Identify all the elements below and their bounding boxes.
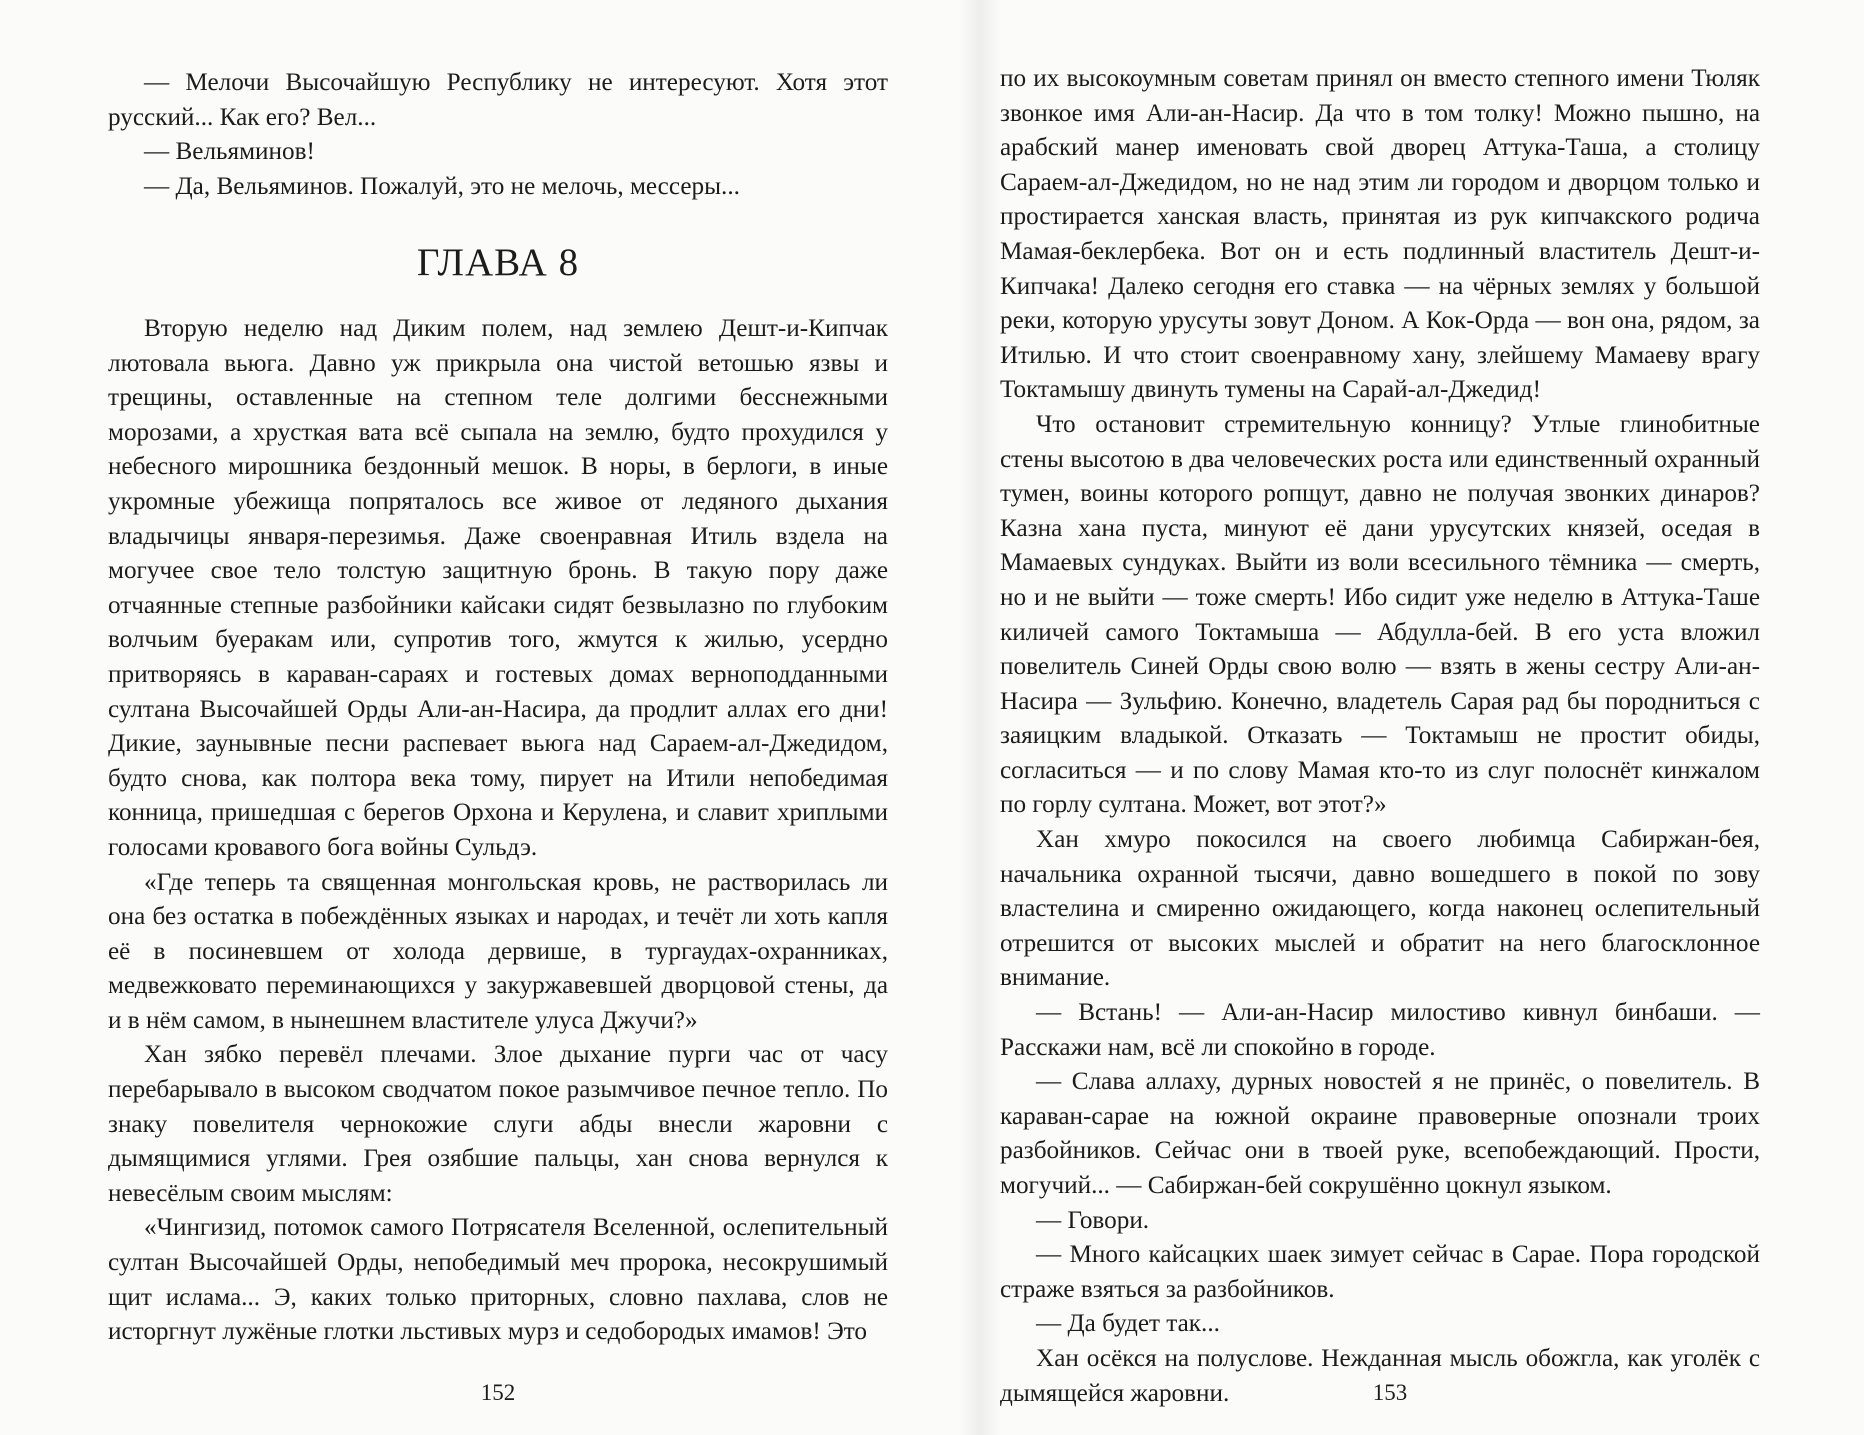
paragraph: Хан хмуро покосился на своего любимца Сабиржан-бея, начальника охранной тысячи, давно вошедшего в покой по зову властелина и смиренно ожидающего, когда наконец ослепительный отрешится от высоких мыслей и обратит на него благосклонное внимание. [1000, 826, 1760, 992]
chapter-body-continued [1000, 62, 1760, 1411]
paragraph: — Да, Вельяминов. Пожалуй, это не мелочь, мессеры... [144, 172, 740, 200]
paragraph: «Где теперь та священная монгольская кровь, не растворилась ли она без остатка в побеждённых языках и народах, и течёт ли хоть капля её в посиневшем от холода дервише, в тургаудах-охранниках, медвежковато переминающихся у закуржавевшей дворцовой стены, да и в нём самом, в нынешнем властителе улуса Джучи?» [108, 868, 888, 1034]
paragraph: — Говори. [1036, 1206, 1150, 1234]
paragraph: «Чингизид, потомок самого Потрясателя Вселенной, ослепительный султан Высочайшей Орды, непобедимый меч пророка, несокрушимый щит ислама... Э, каких только приторных, словно пахлава, слов не исторгнут лужёные глотки льстивых мурз и седобородых имамов! Это [108, 1214, 888, 1346]
paragraph: Что остановит стремительную конницу? Утлые глинобитные стены высотою в два человеческих роста или единственный охранный тумен, воины которого ропщут, давно не получая звонких динаров? Казна хана пуста, минуют её дани урусутских князей, оседая в Мамаевых сундуках. Выйти из воли всесильного тёмника — смерть, но и не выйти — тоже смерть! Ибо сидит уже неделю в Аттука-Таше киличей самого Токтамыша — Абдулла-бей. В его уста вложил повелитель Синей Орды свою волю — взять в жены сестру Али-ан-Насира — Зульфию. Конечно, владетель Сарая рад бы породниться с заяицким владыкой. Отказать — Токтамыш не простит обиды, согласиться — и по слову Мамая кто-то из слуг полоснёт кинжалом по горлу султана. Может, вот этот?» [1000, 410, 1760, 819]
paragraph: — Встань! — Али-ан-Насир милостиво кивнул бинбаши. — Расскажи нам, всё ли спокойно в городе. [1000, 999, 1760, 1061]
paragraph: Вторую неделю над Диким полем, над землею Дешт-и-Кипчак лютовала вьюга. Давно уж прикрыла она чистой ветошью язвы и трещины, оставленные на степном теле долгими бесснежными морозами, а хрусткая вата всё сыпала на землю, будто прохудился у небесного мирошника бездонный мешок. В норы, в берлоги, в иные укромные убежища попряталось все живое от ледяного дыхания владычицы января-перезимья. Даже своенравная Итиль вздела на могучее свое тело толстую защитную бронь. В такую пору даже отчаянные степные разбойники кайсаки сидят безвылазно по глубоким волчьим буеракам или, супротив того, жмутся к жилью, усердно притворяясь в караван-сараях и гостевых домах верноподданными султана Высочайшей Орды Али-ан-Насира, да продлит аллах его дни! Дикие, заунывные песни распевает вьюга над Сараем-ал-Джедидом, будто снова, как полтора века тому, пирует на Итили непобедимая конница, пришедшая с берегов Орхона и Керулена, и славит хриплыми голосами кровавого бога войны Сульдэ. [108, 315, 888, 861]
paragraph: — Да будет так... [1036, 1310, 1220, 1338]
paragraph: — Слава аллаху, дурных новостей я не принёс, о повелитель. В караван-сарае на южной окраине правоверные опознали троих разбойников. Сейчас они в твоей руке, всепобеждающий. Прости, могучий... — Сабиржан-бей сокрушённо цокнул языком. [1000, 1068, 1760, 1199]
paragraph: — Вельяминов! [144, 138, 315, 166]
page-number: 153 [1372, 1380, 1408, 1405]
chapter-title: ГЛАВА 8 [416, 241, 580, 284]
book-gutter [960, 0, 1000, 1435]
dialogue-block [108, 66, 888, 204]
paragraph: Хан осёкся на полуслове. Нежданная мысль обожгла, как уголёк с дымящейся жаровни. [1000, 1344, 1760, 1407]
page-number: 152 [480, 1380, 516, 1405]
right-page [1000, 0, 1864, 1435]
chapter-body [108, 312, 888, 1350]
paragraph: — Мелочи Высочайшую Республику не интересуют. Хотя этот русский... Как его? Вел... [108, 69, 888, 131]
paragraph: Хан зябко перевёл плечами. Злое дыхание пурги час от часу перебарывало в высоком сводчатом покое разымчивое печное тепло. По знаку повелителя чернокожие слуги абды внесли жаровни с дымящимися углями. Грея озябшие пальцы, хан снова вернулся к невесёлым своим мыслям: [108, 1041, 888, 1207]
paragraph: по их высокоумным советам принял он вместо степного имени Тюляк звонкое имя Али-ан-Насир. Да что в том толку! Можно пышно, на арабский манер именовать свой дворец Аттука-Таша, а столицу Сараем-ал-Джедидом, но не над этим ли городом и дворцом только и простирается ханская власть, принятая из рук кипчакского родича Мамая-беклербека. Вот он и есть подлинный властитель Дешт-и-Кипчака! Далеко сегодня его ставка — на чёрных землях у большой реки, которую урусуты зовут Доном. А Кок-Орда — вон она, рядом, за Итилью. И что стоит своенравному хану, злейшему Мамаеву врагу Токтамышу двинуть тумены на Сарай-ал-Джедид! [1000, 65, 1760, 404]
paragraph: — Много кайсацких шаек зимует сейчас в Сарае. Пора городской страже взяться за разбойников. [1000, 1241, 1760, 1303]
